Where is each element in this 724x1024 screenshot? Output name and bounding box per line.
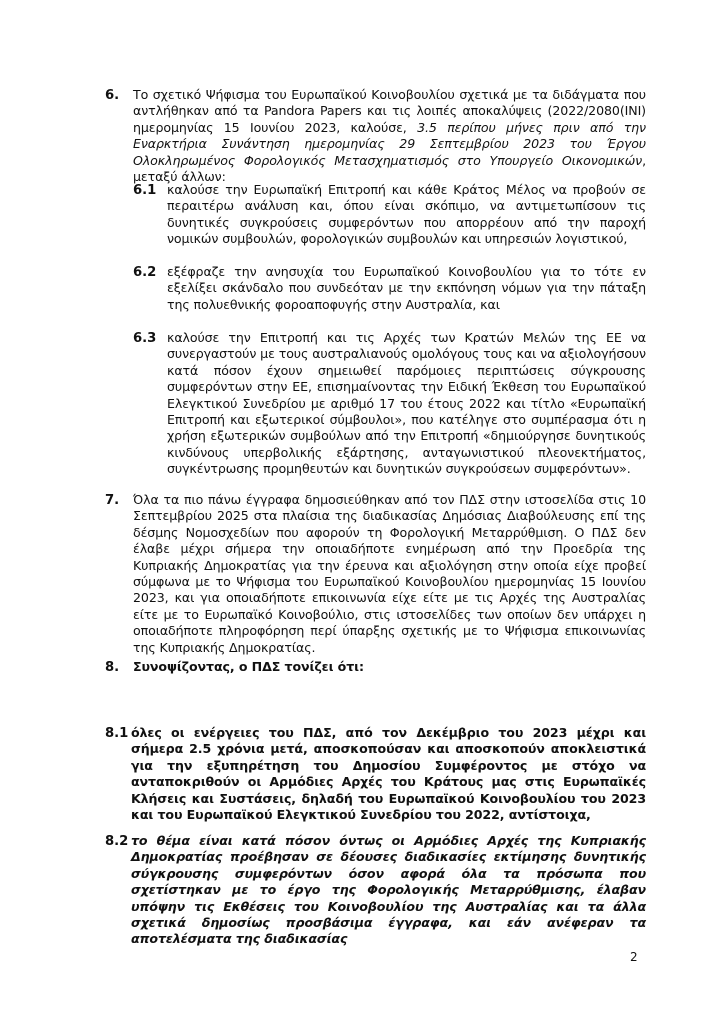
paragraph-6-1-number: 6.1: [133, 183, 157, 198]
paragraph-6: [133, 87, 646, 185]
page-number: 2: [630, 950, 638, 964]
paragraph-7-number: 7.: [105, 493, 120, 508]
paragraph-6-text-b: , μεταξύ άλλων:: [133, 152, 646, 185]
paragraph-6-2: εξέφραζε την ανησυχία του Ευρωπαϊκού Κοινοβουλίου για το τότε εν εξελίξει σκάνδαλο που συνδεόταν με την εκπόνηση νόμων για την πάταξη της πολυεθνικής φοροαποφυγής στην Αυστραλία, και: [167, 264, 646, 312]
paragraph-6-number: 6.: [105, 88, 120, 103]
paragraph-6-text-a: Το σχετικό Ψήφισμα του Ευρωπαϊκού Κοινοβουλίου σχετικά με τα διδάγματα που αντλήθηκαν από τα Pandora Papers και τις λοιπές αποκαλύψεις (2022/2080(INI) ημερομηνίας 15 Ιουνίου 2023, καλούσε,: [133, 87, 646, 135]
paragraph-6-italic: 3.5 περίπου μήνες πριν από την Εναρκτήρια Συνάντηση ημερομηνίας 29 Σεπτεμβρίου 2023 του Έργου Ολοκληρωμένος Φορολογικός Μετασχηματισμός στο Υπουργείο Οικονομικών: [133, 119, 646, 168]
paragraph-7: Όλα τα πιο πάνω έγγραφα δημοσιεύθηκαν από τον ΠΔΣ στην ιστοσελίδα στις 10 Σεπτεμβρίου 2025 στα πλαίσια της διαδικασίας Δημόσιας Διαβούλευσης επί της δέσμης Νομοσχεδίων που αφορούν τη Φορολογική Μεταρρύθμιση. Ο ΠΔΣ δεν έλαβε μέχρι σήμερα την οποιαδήποτε ενημέρωση από την Προεδρία της Κυπριακής Δημοκρατίας για την έρευνα και αξιολόγηση στην οποία είχε προβεί σύμφωνα με το Ψήφισμα του Ευρωπαϊκού Κοινοβουλίου ημερομηνίας 15 Ιουνίου 2023, και για οποιαδήποτε επικοινωνία είχε είτε με τις Αρχές της Αυστραλίας είτε με το Ευρωπαϊκό Κοινοβούλιο, στις ιστοσελίδες των οποίων δεν υπάρχει η οποιαδήποτε πληροφόρηση περί ύπαρξης σχετικής με το Ψήφισμα επικοινωνίας της Κυπριακής Δημοκρατίας.: [133, 492, 646, 655]
paragraph-6-3-number: 6.3: [133, 331, 157, 346]
paragraph-8: Συνοψίζοντας, ο ΠΔΣ τονίζει ότι:: [133, 659, 364, 674]
paragraph-8-1-number: 8.1: [105, 726, 129, 741]
paragraph-8-2-number: 8.2: [105, 834, 129, 849]
paragraph-8-2: το θέμα είναι κατά πόσον όντως οι Αρμόδιες Αρχές της Κυπριακής Δημοκρατίας προέβησαν σε δέουσες διαδικασίες εκτίμησης δυνητικής σύγκρουσης συμφερόντων όσον αφορά όλα τα πρόσωπα που σχετίστηκαν με το έργο της Φορολογικής Μεταρρύθμισης, έλαβαν υπόψην τις Εκθέσεις του Κοινοβουλίου της Αυστραλίας και τα άλλα σχετικά δημοσίως προσβάσιμα έγγραφα, και εάν ανέφεραν τα αποτελέσματα της διαδικασίας: [131, 833, 646, 947]
paragraph-6-2-number: 6.2: [133, 265, 157, 280]
paragraph-6-3: καλούσε την Επιτροπή και τις Αρχές των Κρατών Μελών της ΕΕ να συνεργαστούν με τους αυστραλιανούς ομολόγους τους και να αξιολογήσουν κατά πόσον έχουν σημειωθεί παρόμοιες περιπτώσεις σύγκρουσης συμφερόντων στην ΕΕ, επισημαίνοντας την Ειδική Έκθεση του Ευρωπαϊκού Ελεγκτικού Συνεδρίου με αριθμό 17 του έτους 2022 και τίτλο «Ευρωπαϊκή Επιτροπή και εξωτερικοί σύμβουλοι», που κατέληγε στο συμπέρασμα ότι η χρήση εξωτερικών συμβούλων από την Επιτροπή «δημιούργησε δυνητικούς κινδύνους υπερβολικής εξάρτησης, ανταγωνιστικού πλεονεκτήματος, συγκέντρωσης προμηθευτών και δυνητικών συγκρούσεων συμφερόντων».: [167, 330, 646, 477]
paragraph-8-number: 8.: [105, 660, 120, 675]
paragraph-8-1: όλες οι ενέργειες του ΠΔΣ, από τον Δεκέμβριο του 2023 μέχρι και σήμερα 2.5 χρόνια μετά, αποσκοπούσαν και αποσκοπούν αποκλειστικά για την εξυπηρέτηση του Δημοσίου Συμφέροντος με στόχο να ανταποκριθούν οι Αρμόδιες Αρχές του Κράτους μας στις Ευρωπαϊκές Κλήσεις και Συστάσεις, δηλαδή του Ευρωπαϊκού Κοινοβουλίου του 2023 και του Ευρωπαϊκού Ελεγκτικού Συνεδρίου του 2022, αντίστοιχα,: [131, 725, 646, 823]
paragraph-6-1: καλούσε την Ευρωπαϊκή Επιτροπή και κάθε Κράτος Μέλος να προβούν σε περαιτέρω ανάλυση και, όπου είναι σκόπιμο, να αντιμετωπίσουν τις δυνητικές συγκρούσεις συμφερόντων που απορρέουν από την παροχή νομικών συμβουλών, φορολογικών συμβουλών και υπηρεσιών λογιστικού,: [167, 182, 646, 247]
